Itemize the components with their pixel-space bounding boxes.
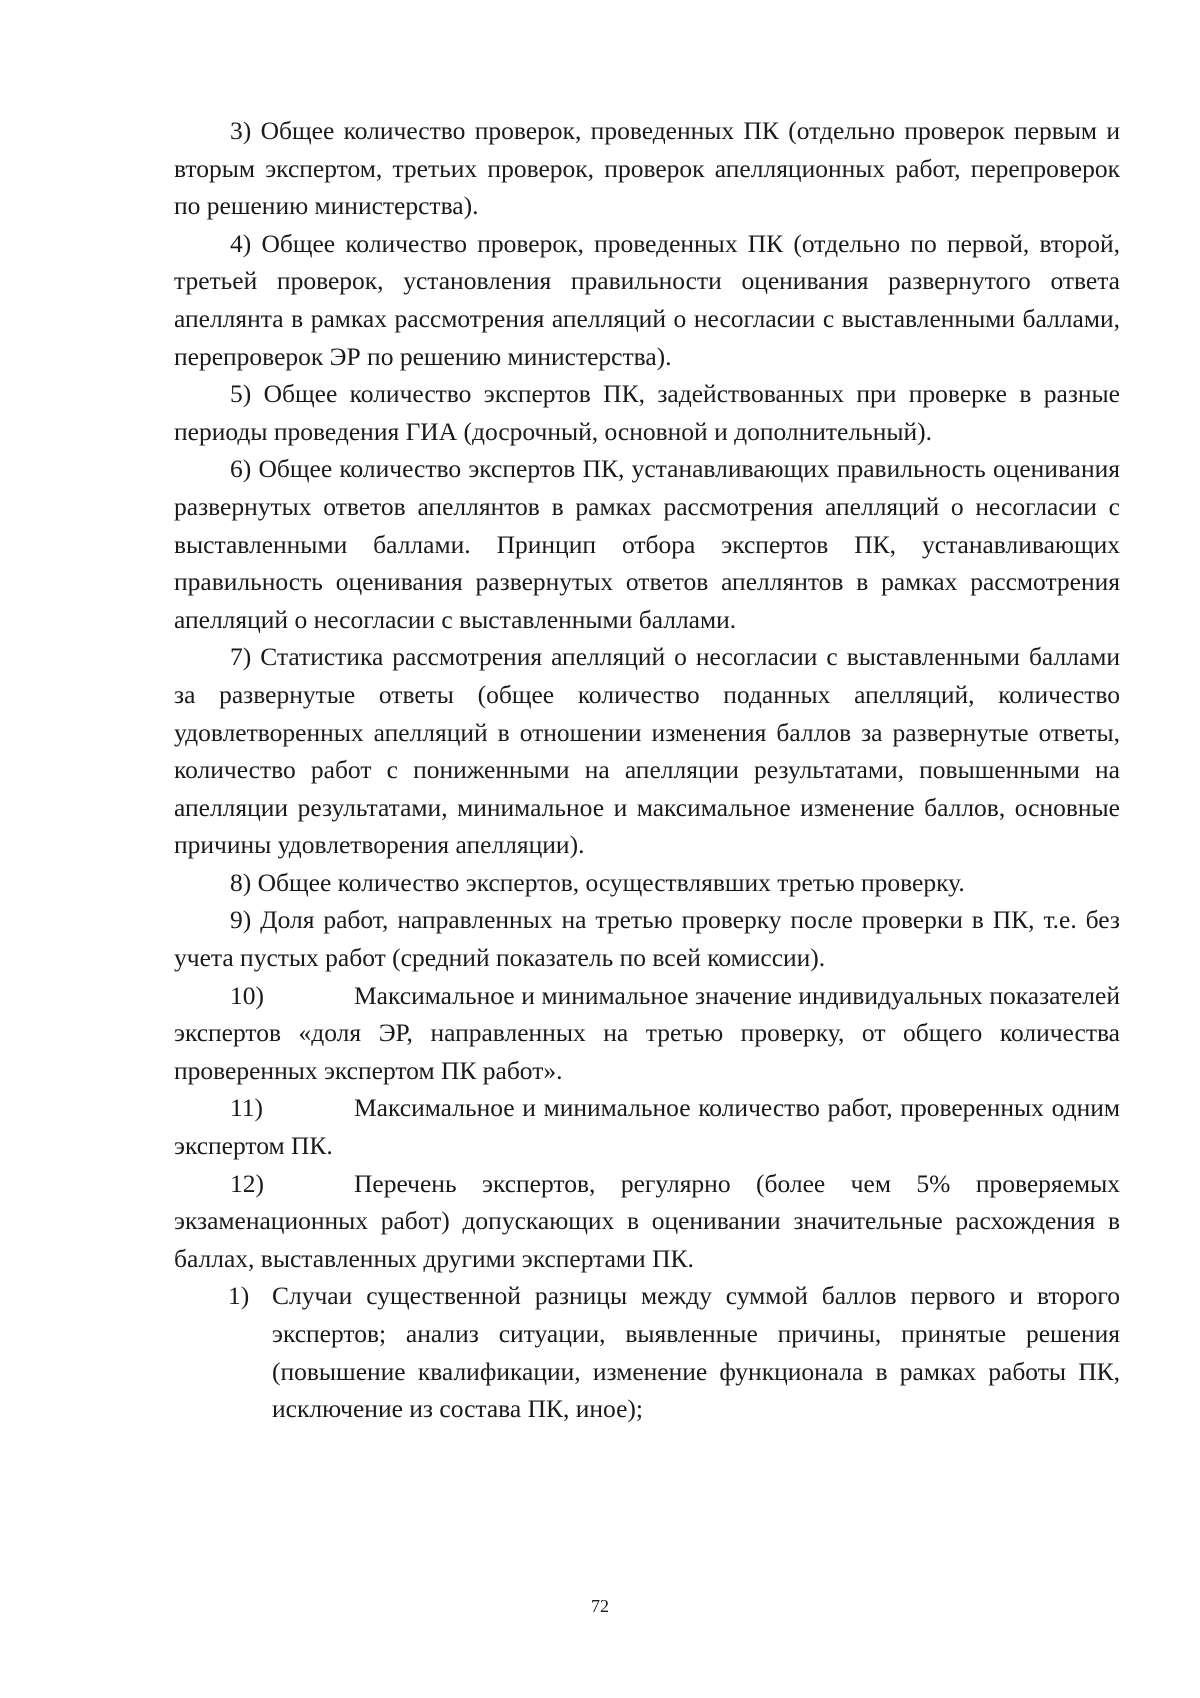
sub-list: [228, 1277, 1120, 1427]
item-number: 4): [230, 228, 252, 258]
item-text: Общее количество проверок, проведенных ПК (отдельно по первой, второй, третьей проверок, установления правильности оценивания развернутого ответа апеллянта в рамках рассмотрения апелляций о несогласии с выставленными баллами, перепроверок ЭР по решению министерства).: [174, 228, 1120, 371]
item-text: Общее количество проверок, проведенных ПК (отдельно проверок первым и вторым экспертом, третьих проверок, проверок апелляционных работ, перепроверок по решению министерства).: [174, 116, 1120, 221]
item-text: Статистика рассмотрения апелляций о несогласии с выставленными баллами за развернутые ответы (общее количество поданных апелляций, количество удовлетворенных апелляций в отношении изменения баллов за развернутые ответы, количество работ с пониженными на апелляции результатами, повышенными на апелляции результатами, минимальное и максимальное изменение баллов, основные причины удовлетворения апелляции).: [174, 642, 1121, 860]
list-item: [174, 901, 1120, 976]
item-number: 9): [230, 905, 252, 935]
item-text: Доля работ, направленных на третью проверку после проверки в ПК, т.е. без учета пустых работ (средний показатель по всей комиссии).: [174, 905, 1120, 973]
sub-list-item: [228, 1277, 1120, 1427]
page-number: 72: [591, 1596, 609, 1616]
document-body: [174, 112, 1120, 1428]
item-number: 7): [230, 642, 252, 672]
item-text: Общее количество экспертов, осуществлявших третью проверку.: [257, 867, 965, 897]
sub-item-text: Случаи существенной разницы между суммой баллов первого и второго экспертов; анализ ситуации, выявленные причины, принятые решения (повышение квалификации, изменение функционала в рамках работы ПК, исключение из состава ПК, иное);: [272, 1281, 1120, 1424]
item-number: 3): [230, 116, 252, 145]
list-item: [174, 1089, 1120, 1164]
list-item: [174, 1165, 1120, 1278]
item-text: Перечень экспертов, регулярно (более чем 5% проверяемых экзаменационных работ) допускающих в оценивании значительные расхождения в баллах, выставленных другими экспертами ПК.: [174, 1168, 1120, 1273]
item-number: 5): [230, 379, 252, 409]
list-item: [174, 112, 1120, 225]
item-number: 10): [230, 980, 264, 1010]
list-item: [174, 977, 1120, 1090]
item-number: 6): [230, 454, 252, 484]
sub-item-number: 1): [228, 1281, 250, 1311]
item-text: Общее количество экспертов ПК, задействованных при проверке в разные периоды проведения ГИА (досрочный, основной и дополнительный).: [174, 379, 1121, 446]
item-text: Общее количество экспертов ПК, устанавливающих правильность оценивания развернутых ответов апеллянтов в рамках рассмотрения апелляций о несогласии с выставленными баллами. Принцип отбора экспертов ПК, устанавливающих правильность оценивания развернутых ответов апеллянтов в рамках рассмотрения апелляций о несогласии с выставленными баллами.: [174, 454, 1120, 634]
list-item: [174, 638, 1120, 864]
list-item: [174, 225, 1120, 375]
list-item: [174, 450, 1120, 638]
item-number: 12): [230, 1168, 264, 1198]
item-text: Максимальное и минимальное количество работ, проверенных одним экспертом ПК.: [174, 1093, 1120, 1161]
list-item: [174, 375, 1120, 450]
item-text: Максимальное и минимальное значение индивидуальных показателей экспертов «доля ЭР, направленных на третью проверку, от общего количества проверенных экспертом ПК работ».: [174, 980, 1120, 1085]
item-number: 11): [230, 1093, 264, 1123]
list-item: [174, 864, 1120, 902]
item-number: 8): [230, 867, 252, 897]
